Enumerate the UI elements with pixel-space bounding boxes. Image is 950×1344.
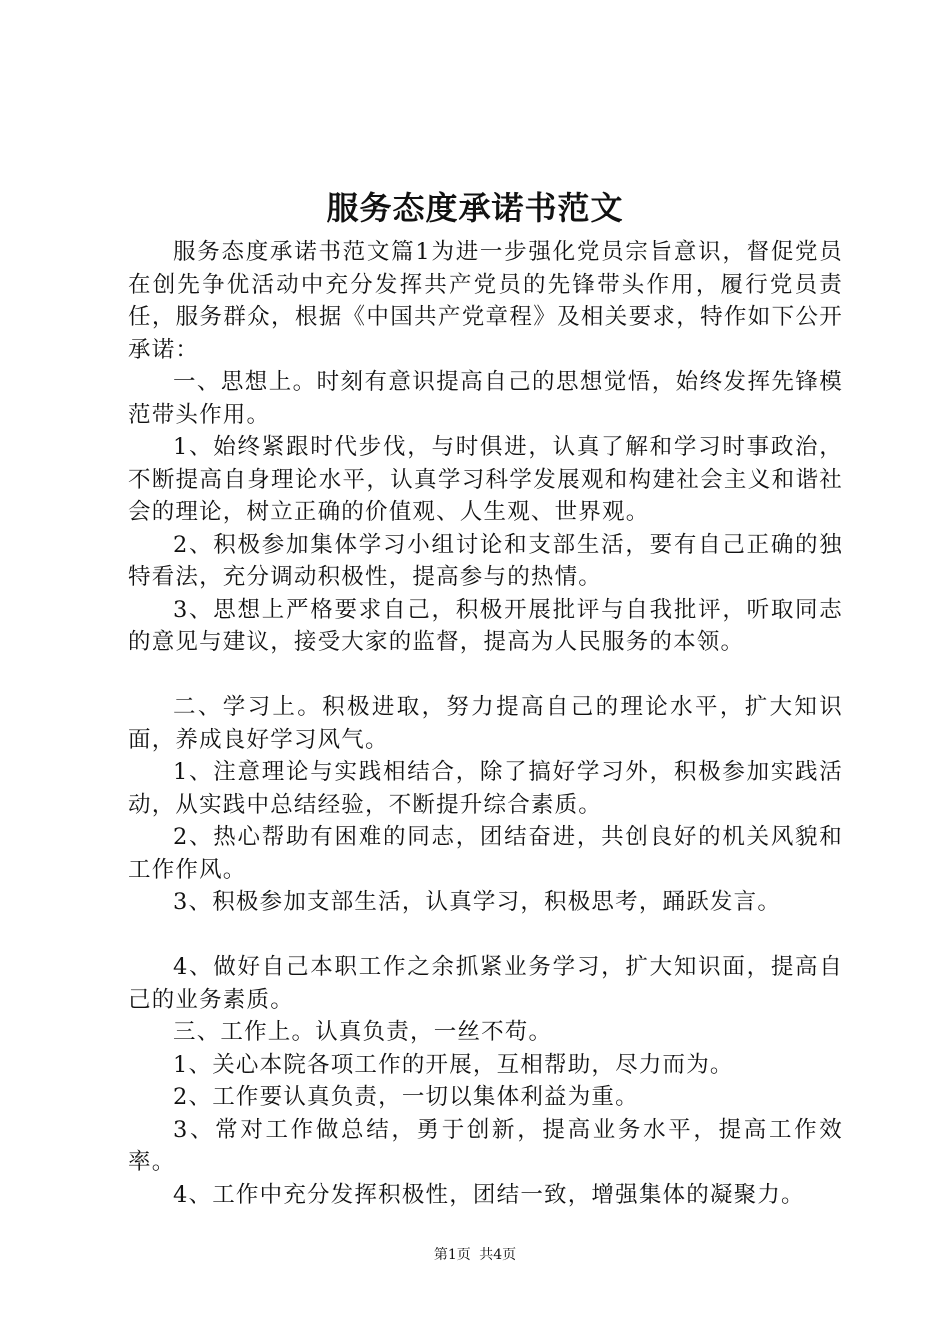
document-title: 服务态度承诺书范文 [326, 189, 624, 227]
page-footer [0, 1245, 950, 1265]
paragraph-section-1-heading: 一、思想上。时刻有意识提高自己的思想觉悟，始终发挥先锋模范带头作用。 [128, 369, 843, 428]
page-total: 共4页 [479, 1247, 517, 1263]
paragraph-section-1-item-1: 1、始终紧跟时代步伐，与时俱进，认真了解和学习时事政治，不断提高自身理论水平，认真学习科学发展观和构建社会主义和谐社会的理论，树立正确的价值观、人生观、世界观。 [128, 434, 843, 525]
document-body [128, 236, 843, 1211]
paragraph-section-2-item-4: 4、做好自己本职工作之余抓紧业务学习，扩大知识面，提高自己的业务素质。 [128, 954, 843, 1013]
page-number: 第1页 [433, 1247, 471, 1263]
paragraph-section-3-item-4: 4、工作中充分发挥积极性，团结一致，增强集体的凝聚力。 [173, 1181, 805, 1208]
paragraph-section-2-item-2: 2、热心帮助有困难的同志，团结奋进，共创良好的机关风貌和工作作风。 [128, 824, 843, 883]
paragraph-section-3-item-1: 1、关心本院各项工作的开展，互相帮助，尽力而为。 [173, 1051, 734, 1078]
paragraph-intro: 服务态度承诺书范文篇1为进一步强化党员宗旨意识，督促党员在创先争优活动中充分发挥共产党员的先锋带头作用，履行党员责任，服务群众，根据《中国共产党章程》及相关要求，特作如下公开承诺： [128, 239, 843, 363]
paragraph-section-2-item-1: 1、注意理论与实践相结合，除了搞好学习外，积极参加实践活动，从实践中总结经验，不断提升综合素质。 [128, 759, 843, 818]
paragraph-section-1-item-3: 3、思想上严格要求自己，积极开展批评与自我批评，听取同志的意见与建议，接受大家的监督，提高为人民服务的本领。 [128, 596, 843, 655]
paragraph-section-3-item-2: 2、工作要认真负责，一切以集体利益为重。 [173, 1084, 639, 1110]
paragraph-section-2-heading: 二、学习上。积极进取，努力提高自己的理论水平，扩大知识面，养成良好学习风气。 [128, 694, 843, 753]
paragraph-section-1-item-2: 2、积极参加集体学习小组讨论和支部生活，要有自己正确的独特看法，充分调动积极性，提高参与的热情。 [128, 531, 843, 590]
paragraph-section-3-item-3: 3、常对工作做总结，勇于创新，提高业务水平，提高工作效率。 [128, 1116, 843, 1175]
paragraph-section-2-item-3: 3、积极参加支部生活，认真学习，积极思考，踊跃发言。 [173, 889, 782, 915]
paragraph-section-3-heading: 三、工作上。认真负责，一丝不苟。 [173, 1019, 553, 1045]
